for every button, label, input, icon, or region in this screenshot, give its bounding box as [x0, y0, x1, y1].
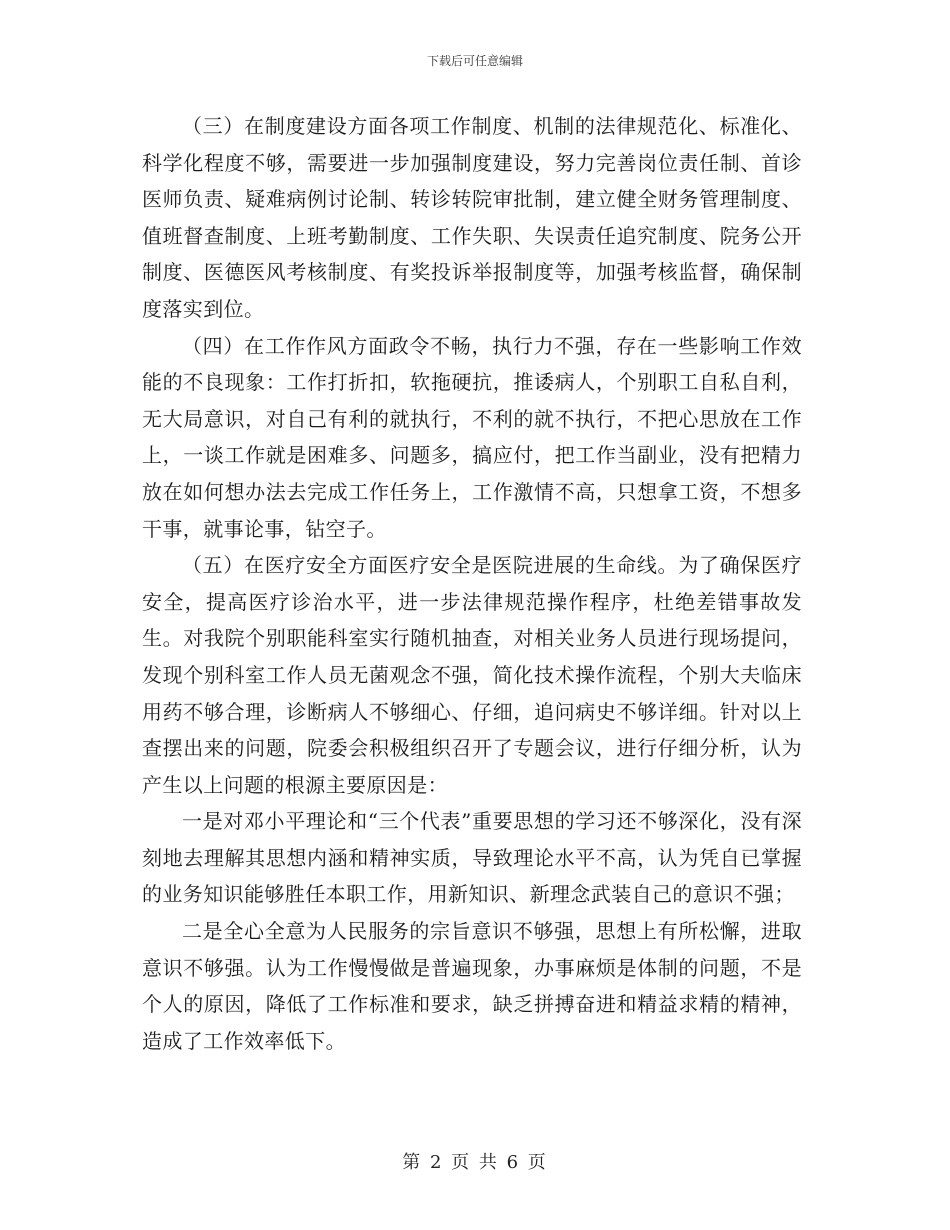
page-header: 下载后可任意编辑 — [426, 54, 523, 68]
paragraph-reason-two: 二是全心全意为人民服务的宗旨意识不够强，思想上有所松懈，进取意识不够强。认为工作慢慢做是普遍现象，办事麻烦是体制的问题，不是个人的原因，降低了工作标准和要求，缺乏拼搏奋进和精益求精的精神，造成了工作效率低下。 — [142, 919, 802, 1053]
paragraph-si: （四）在工作作风方面政令不畅，执行力不强，存在一些影响工作效能的不良现象：工作打折扣，软拖硬抗，推诿病人，个别职工自私自利，无大局意识，对自己有利的就执行，不利的就不执行，不把心思放在工作上，一谈工作就是困难多、问题多，搞应付，把工作当副业，没有把精力放在如何想办法去完成工作任务上，工作激情不高，只想拿工资，不想多干事，就事论事，钻空子。 — [142, 333, 802, 541]
document-body — [142, 108, 802, 1059]
paragraph-wu: （五）在医疗安全方面医疗安全是医院进展的生命线。为了确保医疗安全，提高医疗诊治水平，进一步法律规范操作程序，杜绝差错事故发生。对我院个别职能科室实行随机抽查，对相关业务人员进行现场提问，发现个别科室工作人员无菌观念不强，简化技术操作流程，个别大夫临床用药不够合理，诊断病人不够细心、仔细，追问病史不够详细。针对以上查摆出来的问题，院委会积极组织召开了专题会议，进行仔细分析，认为产生以上问题的根源主要原因是： — [142, 553, 802, 797]
paragraph-reason-one: 一是对邓小平理论和“三个代表”重要思想的学习还不够深化，没有深刻地去理解其思想内涵和精神实质，导致理论水平不高，认为凭自已掌握的业务知识能够胜任本职工作，用新知识、新理念武装自己的意识不强； — [142, 809, 802, 907]
page-number: 第 2 页 共 6 页 — [402, 1152, 548, 1173]
paragraph-san: （三）在制度建设方面各项工作制度、机制的法律规范化、标准化、科学化程度不够，需要进一步加强制度建设，努力完善岗位责任制、首诊医师负责、疑难病例讨论制、转诊转院审批制，建立健全财务管理制度、值班督查制度、上班考勤制度、工作失职、失误责任追究制度、院务公开制度、医德医风考核制度、有奖投诉举报制度等，加强考核监督，确保制度落实到位。 — [142, 114, 802, 321]
